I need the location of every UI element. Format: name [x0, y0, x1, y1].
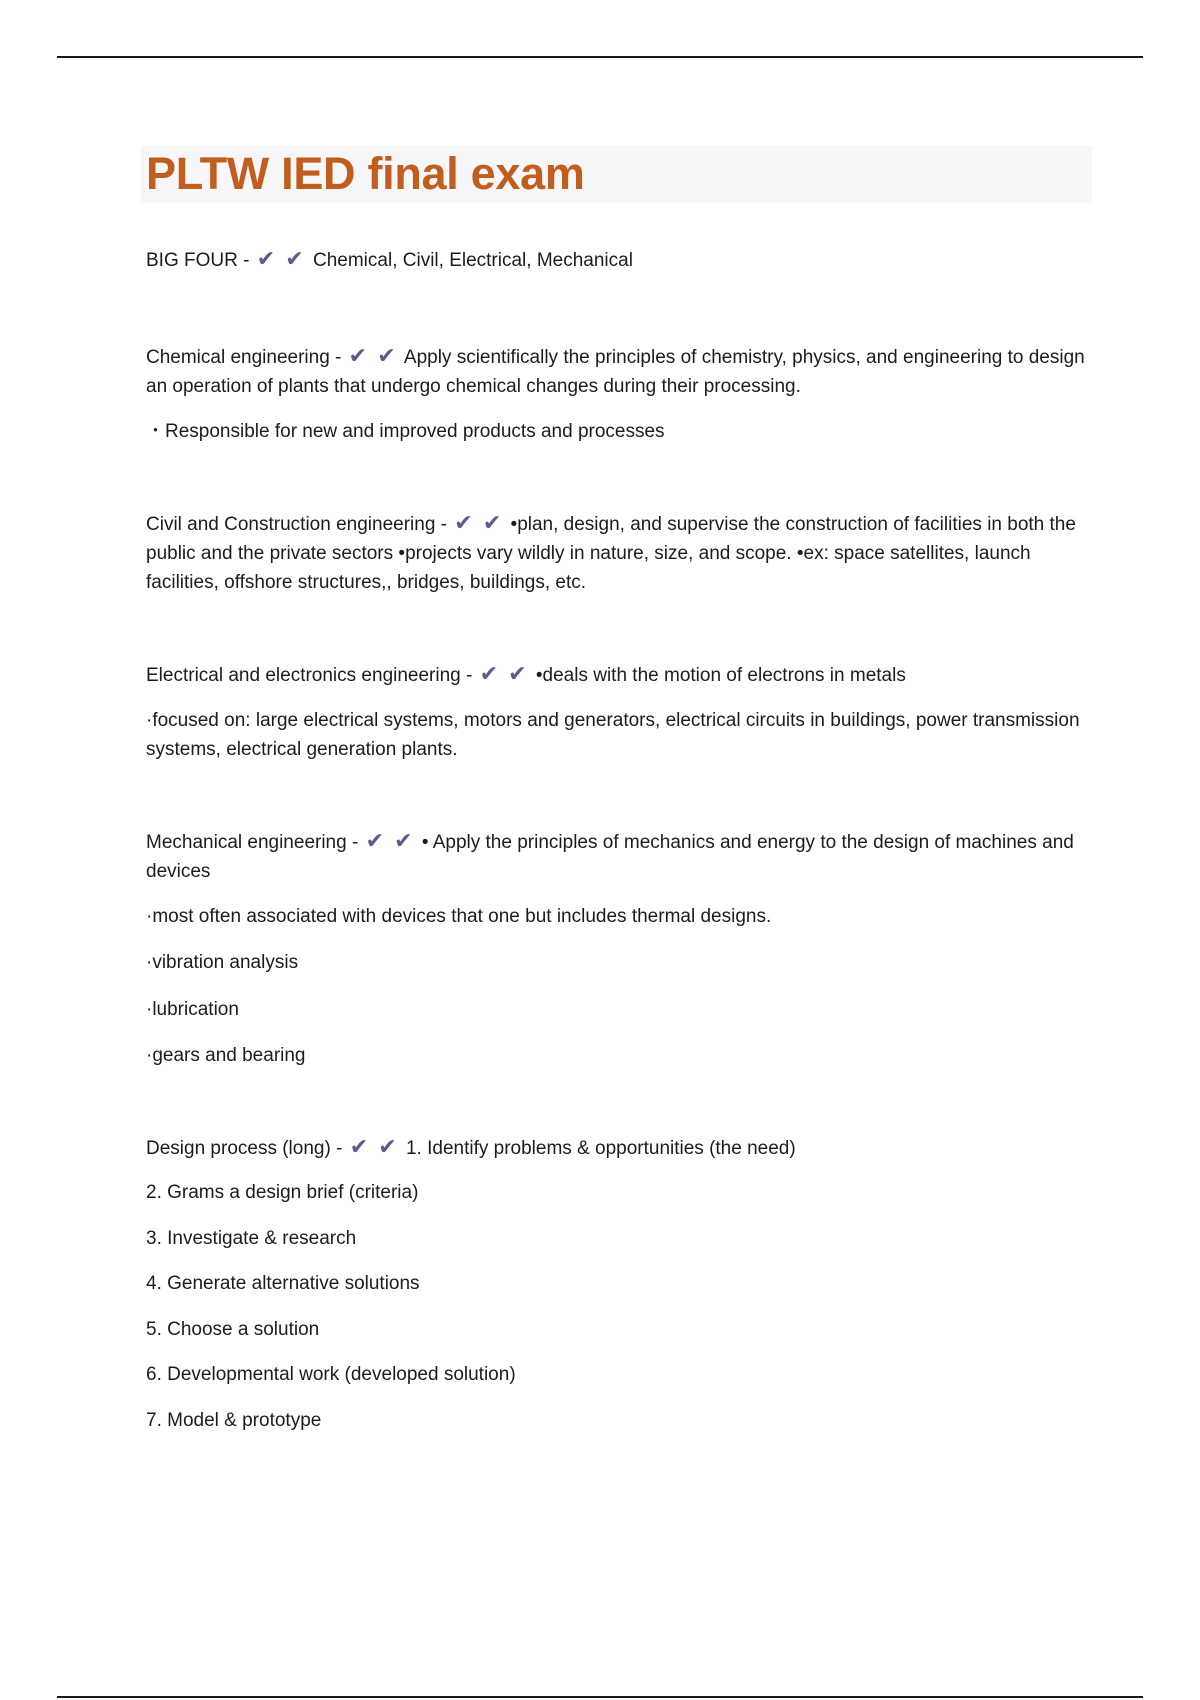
check-icon: ✔ ✔ — [365, 828, 415, 853]
check-icon: ✔ ✔ — [479, 661, 529, 686]
card-detail: ·vibration analysis — [146, 952, 299, 973]
card-detail: ·gears and bearing — [146, 1045, 306, 1066]
footer-rule — [57, 1696, 1143, 1698]
card-detail: ·focused on: large electrical systems, motors and generators, electrical circuits in buildings, power transmission systems, electrical generation plants. — [146, 710, 1080, 760]
title-band — [141, 146, 1092, 202]
card-definition: •deals with the motion of electrons in metals — [535, 665, 906, 686]
document-body — [146, 146, 1092, 1435]
check-icon: ✔ ✔ — [256, 246, 306, 271]
card-design-process — [146, 1132, 1092, 1435]
card-civil-engineering — [146, 508, 1092, 597]
card-definition: Apply scientifically the principles of chemistry, physics, and engineering to design an operation of plants that undergo chemical changes during their processing. — [146, 347, 1085, 397]
card-definition: •plan, design, and supervise the construction of facilities in both the public and the private sectors •projects vary wildly in nature, size, and scope. •ex: space satellites, launch facilities, offshore structures,, bridges, buildings, etc. — [146, 514, 1076, 593]
card-term: Chemical engineering - — [146, 347, 342, 368]
card-question — [146, 659, 1092, 690]
card-detail: 7. Model & prototype — [146, 1410, 322, 1431]
card-detail: ・Responsible for new and improved products and processes — [146, 421, 665, 442]
card-term: Electrical and electronics engineering - — [146, 665, 473, 686]
card-detail: 4. Generate alternative solutions — [146, 1273, 420, 1294]
card-detail: 6. Developmental work (developed solution) — [146, 1364, 516, 1385]
card-definition: 1. Identify problems & opportunities (the need) — [405, 1138, 796, 1159]
card-mechanical-engineering — [146, 826, 1092, 1070]
card-term: BIG FOUR - — [146, 250, 250, 271]
card-question — [146, 244, 1092, 275]
card-detail: 3. Investigate & research — [146, 1228, 357, 1249]
card-term: Civil and Construction engineering - — [146, 514, 447, 535]
card-big-four — [146, 244, 1092, 275]
card-term: Design process (long) - — [146, 1138, 343, 1159]
check-icon: ✔ ✔ — [454, 510, 504, 535]
card-definition: • Apply the principles of mechanics and energy to the design of machines and devices — [146, 832, 1074, 882]
card-question — [146, 1132, 1092, 1163]
card-detail: ·most often associated with devices that one but includes thermal designs. — [146, 906, 772, 927]
document-title: PLTW IED final exam — [146, 148, 585, 199]
card-definition: Chemical, Civil, Electrical, Mechanical — [313, 250, 633, 271]
card-question — [146, 826, 1092, 886]
check-icon: ✔ ✔ — [348, 343, 398, 368]
card-chemical-engineering — [146, 341, 1092, 446]
check-icon: ✔ ✔ — [349, 1134, 399, 1159]
card-question — [146, 508, 1092, 597]
card-detail: ·lubrication — [146, 999, 239, 1020]
card-detail: 5. Choose a solution — [146, 1319, 320, 1340]
card-term: Mechanical engineering - — [146, 832, 359, 853]
card-question — [146, 341, 1092, 401]
card-detail: 2. Grams a design brief (criteria) — [146, 1182, 419, 1203]
card-electrical-engineering — [146, 659, 1092, 764]
header-rule — [57, 56, 1143, 58]
